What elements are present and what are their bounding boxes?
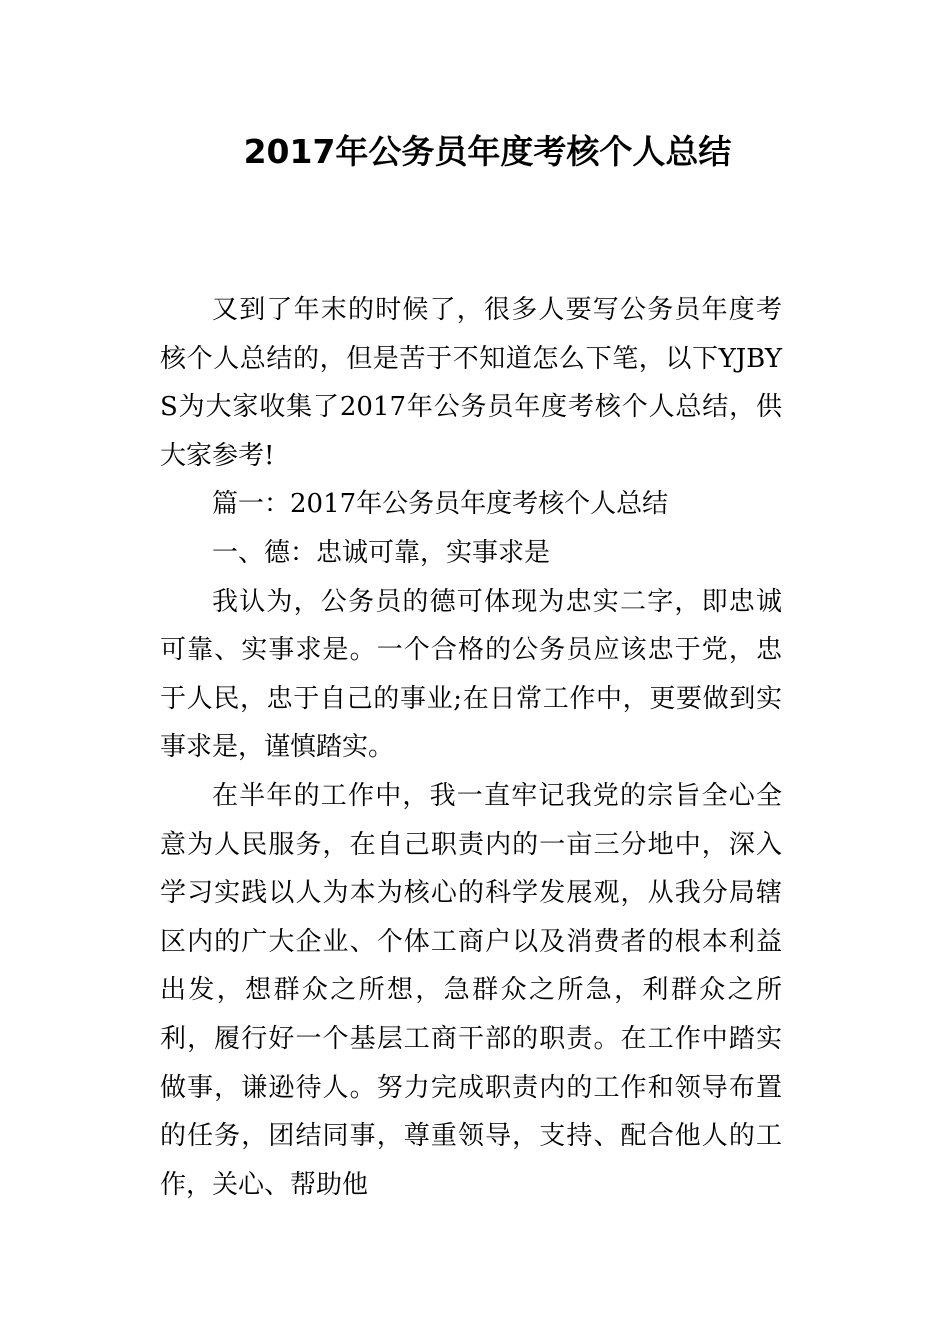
- intro-paragraph: 又到了年末的时候了，很多人要写公务员年度考核个人总结的，但是苦于不知道怎么下笔，以下YJBYS为大家收集了2017年公务员年度考核个人总结，供大家参考!: [160, 295, 782, 471]
- document-title: 2017年公务员年度考核个人总结: [243, 132, 732, 171]
- section-heading: 篇一：2017年公务员年度考核个人总结: [212, 489, 669, 520]
- subsection-heading: 一、德：忠诚可靠，实事求是: [212, 537, 551, 568]
- body-paragraph: 在半年的工作中，我一直牢记我党的宗旨全心全意为人民服务，在自己职责内的一亩三分地中，深入学习实践以人为本为核心的科学发展观，从我分局辖区内的广大企业、个体工商户以及消费者的根本利益出发，想群众之所想，急群众之所急，利群众之所利，履行好一个基层工商干部的职责。在工作中踏实做事，谦逊待人。努力完成职责内的工作和领导布置的任务，团结同事，尊重领导，支持、配合他人的工作，关心、帮助他: [160, 780, 782, 1200]
- body-paragraph: 我认为，公务员的德可体现为忠实二字，即忠诚可靠、实事求是。一个合格的公务员应该忠于党，忠于人民，忠于自己的事业;在日常工作中，更要做到实事求是，谨慎踏实。: [160, 586, 782, 763]
- document-body: [160, 286, 782, 1209]
